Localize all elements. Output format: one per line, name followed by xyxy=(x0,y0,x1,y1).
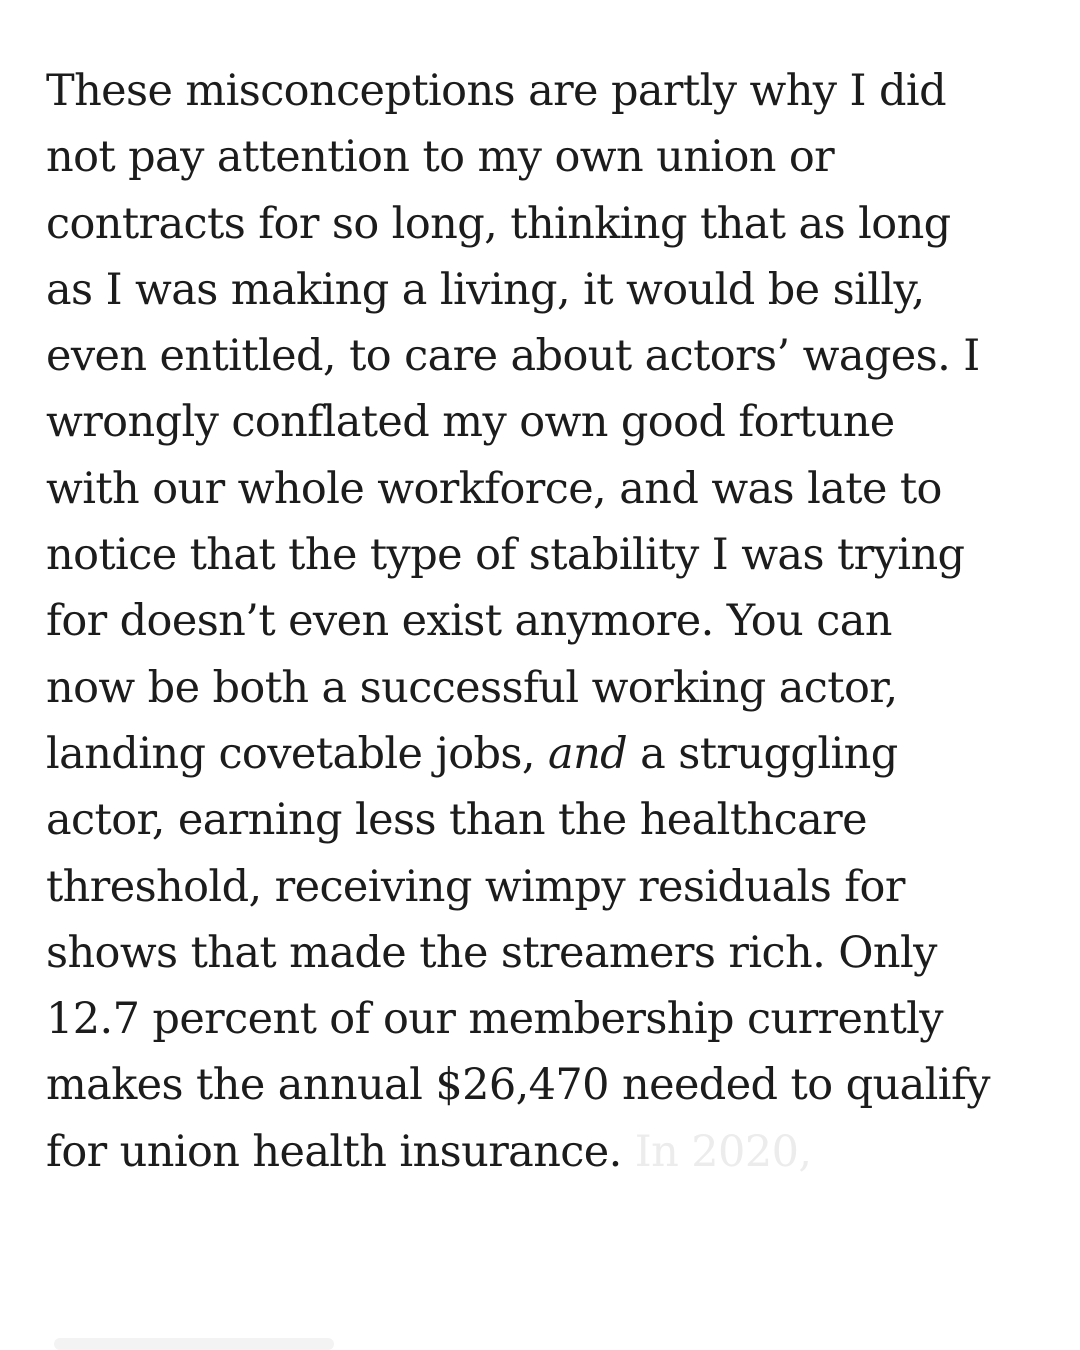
text-segment: a struggling xyxy=(627,728,898,779)
faded-next-line xyxy=(46,1332,346,1350)
text-line xyxy=(46,389,1056,455)
text-line xyxy=(46,588,1056,654)
emphasis-text: and xyxy=(548,728,628,779)
text-line xyxy=(46,1119,1056,1185)
text-segment: threshold, receiving wimpy residuals for xyxy=(46,861,905,912)
text-line xyxy=(46,124,1056,190)
text-segment: wrongly conflated my own good fortune xyxy=(46,397,895,448)
text-segment: with our whole workforce, and was late to xyxy=(46,463,942,514)
text-segment: even entitled, to care about actors’ wages. I xyxy=(46,331,980,382)
text-line xyxy=(46,323,1056,389)
text-line xyxy=(46,456,1056,522)
text-line xyxy=(46,1052,1056,1118)
text-line xyxy=(46,58,1056,124)
text-line xyxy=(46,986,1056,1052)
text-segment: makes the annual $26,470 needed to qualify xyxy=(46,1060,990,1111)
text-line xyxy=(46,854,1056,920)
faded-text-placeholder xyxy=(54,1338,334,1350)
text-segment: as I was making a living, it would be silly, xyxy=(46,264,925,315)
text-line xyxy=(46,721,1056,787)
text-line xyxy=(46,655,1056,721)
text-segment: for union health insurance. xyxy=(46,1126,635,1177)
text-segment: shows that made the streamers rich. Only xyxy=(46,927,937,978)
text-line xyxy=(46,787,1056,853)
text-segment: for doesn’t even exist anymore. You can xyxy=(46,596,892,647)
text-segment: now be both a successful working actor, xyxy=(46,662,898,713)
text-segment: These misconceptions are partly why I did xyxy=(46,66,947,116)
text-line xyxy=(46,257,1056,323)
text-segment: 12.7 percent of our membership currently xyxy=(46,994,943,1045)
text-segment: actor, earning less than the healthcare xyxy=(46,795,867,846)
text-segment: not pay attention to my own union or xyxy=(46,132,835,183)
text-segment: notice that the type of stability I was trying xyxy=(46,530,965,581)
article-paragraph xyxy=(46,58,1056,1185)
text-segment: contracts for so long, thinking that as long xyxy=(46,198,951,249)
text-line xyxy=(46,920,1056,986)
text-segment: landing covetable jobs, xyxy=(46,728,549,779)
text-line xyxy=(46,191,1056,257)
text-line xyxy=(46,522,1056,588)
faded-text: In 2020, xyxy=(634,1126,812,1177)
